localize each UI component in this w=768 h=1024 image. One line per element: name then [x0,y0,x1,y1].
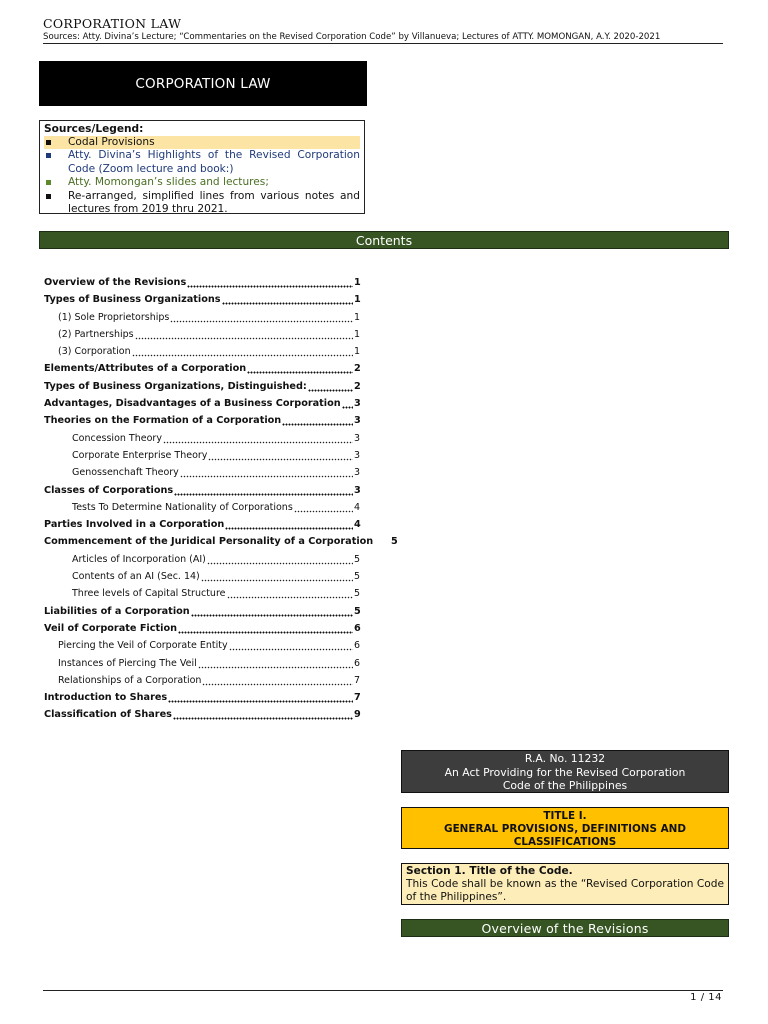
toc-entry-page: 1 [354,294,361,306]
toc-entry[interactable] [44,309,424,326]
toc-entry-page: 3 [354,432,361,444]
title-i-line2: CLASSIFICATIONS [513,836,617,848]
toc-dot-leader [178,626,353,634]
toc-entry-label: Parties Involved in a Corporation [44,519,225,531]
toc-dot-leader [198,661,353,669]
toc-entry-label: Contents of an AI (Sec. 14) [72,571,200,583]
running-header-sources: Sources: Atty. Divina’s Lecture; “Commentaries on the Revised Corporation Code” by Villanueva; Lectures of ATTY. MOMONGAN, A.Y. 2020-2021 [43,32,661,42]
toc-dot-leader [247,366,353,374]
toc-entry-label: Commencement of the Juridical Personality of a Corporation [44,536,374,548]
toc-entry-page: 5 [354,571,361,583]
toc-entry-label: Concession Theory [72,432,162,444]
toc-entry-page: 3 [354,484,361,496]
toc-entry[interactable] [44,603,424,620]
toc-entry-page: 2 [354,380,361,392]
toc-entry-page: 5 [354,553,361,565]
toc-entry[interactable] [44,482,424,499]
toc-dot-leader [225,522,353,530]
toc-dot-leader [170,315,353,323]
toc-dot-leader [202,678,353,686]
toc-entry-page: 7 [354,674,361,686]
toc-entry[interactable] [44,706,424,723]
toc-entry-page: 3 [354,398,361,410]
legend-item-label: Atty. Momongan’s slides and lectures; [68,176,269,189]
toc-entry[interactable] [44,689,424,706]
toc-entry-page: 1 [354,328,361,340]
toc-entry[interactable] [44,585,424,602]
toc-dot-leader [282,418,353,426]
toc-entry-label: Genossenchaft Theory [72,467,179,479]
toc-entry-label: Relationships of a Corporation [58,674,202,686]
toc-dot-leader [191,609,353,617]
section-1-box [401,863,729,905]
toc-dot-leader [207,557,353,565]
toc-entry-label: Classification of Shares [44,709,172,721]
toc-dot-leader [342,401,353,409]
toc-entry-page: 3 [354,415,361,427]
toc-entry-page: 2 [354,363,361,375]
toc-entry[interactable] [44,464,424,481]
running-header [43,16,723,43]
section-1-body: This Code shall be known as the “Revised Corporation Code of the Philippines”. [406,878,724,903]
legend-item-codal [44,136,360,149]
toc-entry[interactable] [44,655,424,672]
square-bullet-icon [46,140,51,145]
contents-heading: Contents [355,232,413,248]
toc-entry-page: 4 [354,501,361,513]
toc-entry-label: (3) Corporation [58,346,131,358]
toc-entry-label: Corporate Enterprise Theory [72,449,208,461]
toc-entry-page: 5 [354,588,361,600]
document-title: CORPORATION LAW [135,75,271,92]
toc-entry-page: 4 [354,519,361,531]
toc-dot-leader [180,470,353,478]
toc-entry-label: Veil of Corporate Fiction [44,622,177,634]
toc-dot-leader [132,349,353,357]
toc-entry[interactable] [44,551,424,568]
toc-entry-label: Instances of Piercing The Veil [58,657,197,669]
toc-entry-page: 1 [354,277,361,288]
toc-entry-label: Three levels of Capital Structure [72,588,226,600]
legend-heading: Sources/Legend: [44,123,144,135]
toc-entry[interactable] [44,516,424,533]
running-header-title: CORPORATION LAW [43,16,182,31]
toc-dot-leader [163,436,353,444]
toc-dot-leader [208,453,353,461]
toc-entry[interactable] [44,412,424,429]
ra-title-line2: Code of the Philippines [502,779,628,792]
toc-entry-page: 5 [391,536,398,548]
ra-number: R.A. No. 11232 [524,752,606,765]
toc-entry[interactable] [44,378,424,395]
toc-dot-leader [229,643,353,651]
ra-title-box [401,750,729,793]
toc-entry[interactable] [44,430,424,447]
table-of-contents [44,274,424,724]
legend-list [44,136,360,216]
toc-entry[interactable] [44,672,424,689]
square-bullet-icon [46,153,51,158]
ra-title-line1: An Act Providing for the Revised Corporation [444,765,686,779]
toc-entry-label: (2) Partnerships [58,328,134,340]
toc-entry-page: 6 [354,622,361,634]
toc-entry-page: 1 [354,311,361,323]
toc-entry[interactable] [44,533,424,550]
toc-entry-label: Types of Business Organizations [44,294,221,306]
toc-dot-leader [294,505,353,513]
toc-entry-label: Articles of Incorporation (AI) [72,553,206,565]
legend-item-divina [44,149,360,176]
section-1-heading: Section 1. Title of the Code. [406,865,573,877]
legend-item-rearranged [44,190,360,217]
square-bullet-icon [46,180,51,185]
toc-entry-page: 1 [354,346,361,358]
overview-heading: Overview of the Revisions [481,920,649,936]
legend-item-label: Codal Provisions [68,136,155,148]
toc-dot-leader [201,574,353,582]
toc-entry[interactable] [44,620,424,637]
legend-item-label: Re-arranged, simplified lines from various notes and lectures from 2019 thru 2021. [68,189,360,216]
footer-rule [43,990,723,991]
toc-entry-page: 6 [354,640,361,652]
toc-entry[interactable] [44,291,424,308]
toc-entry-label: Piercing the Veil of Corporate Entity [58,640,228,652]
toc-entry[interactable] [44,447,424,464]
toc-entry[interactable] [44,326,424,343]
toc-dot-leader [135,332,353,340]
toc-entry-page: 5 [354,605,361,617]
toc-entry[interactable] [44,343,424,360]
toc-entry[interactable] [44,360,424,377]
document-title-block [39,61,367,106]
title-i-number: TITLE I. [543,810,587,822]
toc-entry[interactable] [44,568,424,585]
toc-dot-leader [308,384,353,392]
sources-legend-box [39,120,365,214]
toc-entry-label: Advantages, Disadvantages of a Business Corporation [44,398,341,410]
toc-dot-leader [187,280,353,288]
toc-entry-label: Elements/Attributes of a Corporation [44,363,247,375]
toc-entry[interactable] [44,637,424,654]
legend-item-label: Atty. Divina’s Highlights of the Revised Corporation Code (Zoom lecture and book:) [68,149,360,175]
toc-entry[interactable] [44,395,424,412]
toc-entry-label: Liabilities of a Corporation [44,605,190,617]
toc-entry-label: Theories on the Formation of a Corporation [44,415,282,427]
header-rule [43,43,723,44]
page-number: 1 / 14 [690,992,722,1003]
toc-dot-leader [168,695,353,703]
contents-banner [39,231,729,249]
toc-entry-label: Classes of Corporations [44,484,174,496]
toc-entry[interactable] [44,499,424,516]
toc-entry-page: 3 [354,449,361,461]
toc-dot-leader [174,488,353,496]
toc-entry-label: (1) Sole Proprietorships [58,311,170,323]
toc-dot-leader [173,712,353,720]
title-i-box [401,807,729,849]
toc-dot-leader [222,297,353,305]
overview-banner [401,919,729,937]
toc-dot-leader [227,591,353,599]
toc-entry-page: 6 [354,657,361,669]
toc-entry-label: Introduction to Shares [44,692,168,704]
toc-entry-page: 3 [354,467,361,479]
toc-entry-page: 7 [354,692,361,704]
toc-entry-label: Overview of the Revisions [44,277,187,288]
square-bullet-icon [46,194,51,199]
toc-entry-label: Types of Business Organizations, Distinguished: [44,380,307,392]
toc-entry-page: 9 [354,709,361,721]
toc-entry-label: Tests To Determine Nationality of Corporations [72,501,293,513]
legend-item-momongan [44,176,360,189]
toc-entry[interactable] [44,274,424,291]
title-i-line1: GENERAL PROVISIONS, DEFINITIONS AND [444,823,686,835]
